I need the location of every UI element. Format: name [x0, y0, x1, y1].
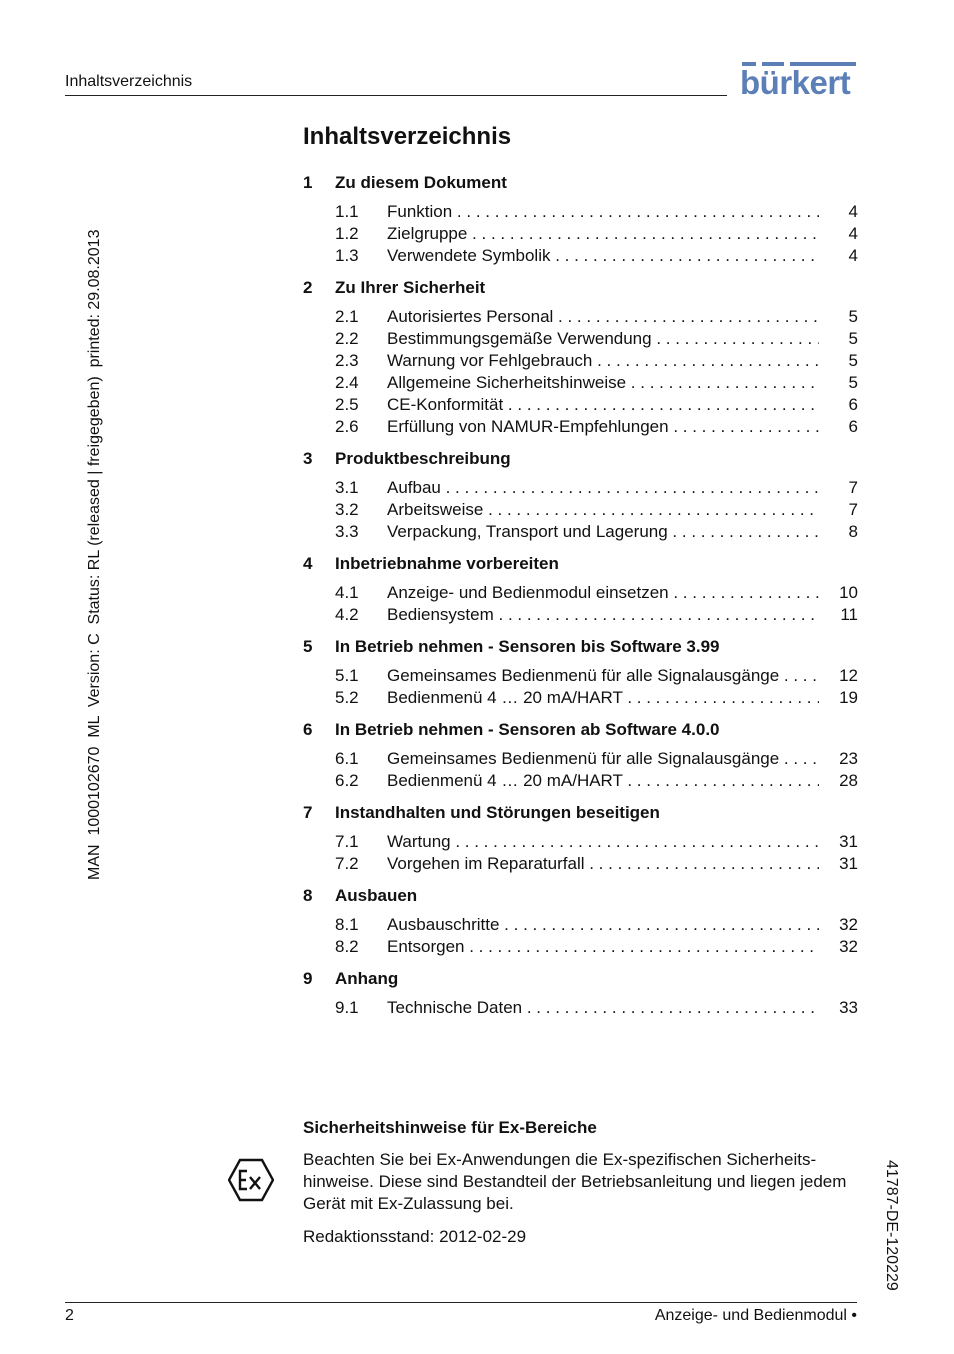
toc-entry-page: 33 [839, 998, 858, 1017]
toc-entry-title: Bedienmenü 4 … 20 mA/HART . . . [387, 687, 819, 709]
toc-entry-page: 5 [848, 307, 858, 326]
toc-entry-page: 23 [839, 749, 858, 768]
toc-chapter-title: Anhang [335, 969, 399, 988]
toc-entry[interactable] [303, 245, 858, 267]
toc-chapter-heading[interactable] [303, 172, 858, 201]
toc-entry-page: 5 [848, 329, 858, 348]
toc-entry-title: Arbeitsweise . . . [387, 499, 819, 521]
toc-entry[interactable] [303, 306, 858, 328]
toc-chapter-number: 6 [303, 720, 313, 739]
safety-title: Sicherheitshinweise für Ex-Bereiche [303, 1118, 597, 1137]
toc-chapter [303, 448, 858, 543]
toc-chapter-heading[interactable] [303, 719, 858, 748]
toc-chapter [303, 553, 858, 626]
toc-entry-number: 2.4 [335, 373, 359, 392]
toc-entry-page: 31 [839, 832, 858, 851]
toc-chapter [303, 885, 858, 958]
toc-chapter [303, 719, 858, 792]
toc-entry-page: 7 [848, 500, 858, 519]
running-header: Inhaltsverzeichnis [65, 73, 193, 90]
toc-entry-number: 9.1 [335, 998, 359, 1017]
toc-entry[interactable] [303, 350, 858, 372]
toc-chapter [303, 277, 858, 438]
toc-chapter-title: Produktbeschreibung [335, 449, 511, 468]
toc-entry-title: Warnung vor Fehlgebrauch . . . [387, 350, 819, 372]
toc-entry-title: Aufbau . . . [387, 477, 819, 499]
toc-chapter-title: Instandhalten und Störungen beseitigen [335, 803, 660, 822]
toc-entry-number: 6.2 [335, 771, 359, 790]
toc-chapter-number: 3 [303, 449, 313, 468]
toc-entry[interactable] [303, 477, 858, 499]
toc-entry-title: Bedienmenü 4 … 20 mA/HART . . . [387, 770, 819, 792]
toc-entry-page: 19 [839, 688, 858, 707]
toc-entry-page: 4 [848, 246, 858, 265]
toc-entry[interactable] [303, 499, 858, 521]
toc-entry-page: 4 [848, 224, 858, 243]
toc-entry-number: 1.1 [335, 202, 359, 221]
toc-entry-title: Verpackung, Transport und Lagerung . . . [387, 521, 819, 543]
header-rule [65, 95, 727, 96]
buerkert-logo [740, 62, 858, 102]
toc-chapter-heading[interactable] [303, 802, 858, 831]
toc-entry-number: 2.1 [335, 307, 359, 326]
toc-entry-number: 3.2 [335, 500, 359, 519]
toc-entry-number: 1.2 [335, 224, 359, 243]
toc-chapter-heading[interactable] [303, 885, 858, 914]
toc-chapter-heading[interactable] [303, 968, 858, 997]
toc-entry-number: 5.2 [335, 688, 359, 707]
toc-entry-page: 32 [839, 915, 858, 934]
footer-rule [65, 1302, 857, 1303]
toc-entry-title: Autorisiertes Personal . . . [387, 306, 819, 328]
toc-chapter-title: Inbetriebnahme vorbereiten [335, 554, 559, 573]
toc-entry[interactable] [303, 748, 858, 770]
toc-entry-page: 8 [848, 522, 858, 541]
toc-entry-title: Bestimmungsgemäße Verwendung . . . [387, 328, 819, 350]
toc-entry[interactable] [303, 372, 858, 394]
toc-entry[interactable] [303, 936, 858, 958]
toc-entry-number: 6.1 [335, 749, 359, 768]
toc-entry-page: 5 [848, 373, 858, 392]
toc-entry-page: 11 [840, 605, 858, 624]
toc-entry-number: 3.1 [335, 478, 359, 497]
toc-chapter [303, 172, 858, 267]
ex-symbol-icon [228, 1158, 274, 1202]
toc-entry[interactable] [303, 521, 858, 543]
toc-entry-page: 6 [848, 417, 858, 436]
toc-entry-number: 8.1 [335, 915, 359, 934]
toc-entry[interactable] [303, 582, 858, 604]
toc-chapter-heading[interactable] [303, 277, 858, 306]
toc-entry-title: Entsorgen . . . [387, 936, 819, 958]
toc-chapter-number: 9 [303, 969, 313, 988]
toc-entry-title: Ausbauschritte . . . [387, 914, 819, 936]
toc-entry-page: 7 [848, 478, 858, 497]
toc-entry-page: 12 [839, 666, 858, 685]
toc-entry-title: Gemeinsames Bedienmenü für alle Signalausgänge . . . [387, 665, 819, 687]
page-number: 2 [65, 1307, 74, 1324]
toc-chapter-title: In Betrieb nehmen - Sensoren bis Software 3.99 [335, 637, 720, 656]
toc-entry-page: 6 [848, 395, 858, 414]
toc-chapter [303, 968, 858, 1019]
toc-chapter-number: 7 [303, 803, 313, 822]
toc-entry-title: CE-Konformität . . . [387, 394, 819, 416]
toc-entry[interactable] [303, 416, 858, 438]
toc-entry-page: 10 [839, 583, 858, 602]
toc-chapter-title: Zu Ihrer Sicherheit [335, 278, 486, 297]
toc-entry[interactable] [303, 831, 858, 853]
toc-entry[interactable] [303, 687, 858, 709]
document-number: 41787-DE-120229 [883, 1160, 900, 1291]
toc-entry-title: Zielgruppe . . . [387, 223, 819, 245]
logo-wordmark: bürkert [740, 64, 851, 101]
safety-body: Beachten Sie bei Ex-Anwendungen die Ex-spezifischen Sicherheits-hinweise. Diese sind Bestandteil der Betriebsanleitung und liegen jedem Gerät mit Ex-Zulassung bei. [303, 1150, 847, 1213]
toc-entry-title: Funktion . . . [387, 201, 819, 223]
table-of-contents [303, 172, 858, 1029]
toc-entry-title: Erfüllung von NAMUR-Empfehlungen . . . [387, 416, 819, 438]
toc-chapter [303, 802, 858, 875]
toc-entry-number: 7.2 [335, 854, 359, 873]
toc-entry[interactable] [303, 853, 858, 875]
toc-entry[interactable] [303, 394, 858, 416]
toc-entry[interactable] [303, 604, 858, 626]
footer-product: Anzeige- und Bedienmodul • [654, 1307, 857, 1324]
toc-chapter-number: 1 [303, 173, 313, 192]
toc-entry-title: Wartung . . . [387, 831, 819, 853]
toc-chapter-title: Ausbauen [335, 886, 418, 905]
toc-entry[interactable] [303, 997, 858, 1019]
toc-chapter-heading[interactable] [303, 636, 858, 665]
toc-entry-number: 4.1 [335, 583, 359, 602]
document-status-sidebar: MAN 1000102670 ML Version: C Status: RL (released | freigegeben) printed: 29.08.2013 [86, 229, 103, 880]
toc-chapter-heading[interactable] [303, 448, 858, 477]
toc-entry-number: 8.2 [335, 937, 359, 956]
toc-entry-number: 1.3 [335, 246, 359, 265]
toc-chapter-title: Zu diesem Dokument [335, 173, 507, 192]
toc-chapter-number: 2 [303, 278, 313, 297]
toc-entry[interactable] [303, 328, 858, 350]
revision-date: Redaktionsstand: 2012-02-29 [303, 1227, 527, 1246]
toc-entry-title: Technische Daten . . . [387, 997, 819, 1019]
toc-entry-title: Vorgehen im Reparaturfall . . . [387, 853, 819, 875]
toc-chapter-number: 8 [303, 886, 313, 905]
toc-chapter [303, 636, 858, 709]
toc-entry-number: 2.6 [335, 417, 359, 436]
toc-entry-page: 5 [848, 351, 858, 370]
toc-entry[interactable] [303, 770, 858, 792]
toc-chapter-number: 5 [303, 637, 313, 656]
toc-entry[interactable] [303, 223, 858, 245]
toc-chapter-number: 4 [303, 554, 313, 573]
toc-entry-page: 32 [839, 937, 858, 956]
toc-entry-title: Anzeige- und Bedienmodul einsetzen . . . [387, 582, 819, 604]
toc-entry-number: 2.3 [335, 351, 359, 370]
toc-entry[interactable] [303, 665, 858, 687]
toc-entry-number: 2.5 [335, 395, 359, 414]
toc-entry[interactable] [303, 201, 858, 223]
toc-entry-number: 4.2 [335, 605, 359, 624]
page-title: Inhaltsverzeichnis [303, 123, 512, 150]
toc-entry-number: 5.1 [335, 666, 359, 685]
toc-entry-page: 28 [839, 771, 858, 790]
toc-chapter-title: In Betrieb nehmen - Sensoren ab Software 4.0.0 [335, 720, 720, 739]
toc-chapter-heading[interactable] [303, 553, 858, 582]
toc-entry-number: 3.3 [335, 522, 359, 541]
toc-entry-title: Gemeinsames Bedienmenü für alle Signalausgänge . . . [387, 748, 819, 770]
toc-entry-title: Bediensystem . . . [387, 604, 819, 626]
toc-entry-page: 31 [839, 854, 858, 873]
toc-entry[interactable] [303, 914, 858, 936]
toc-entry-title: Verwendete Symbolik . . . [387, 245, 819, 267]
toc-entry-number: 7.1 [335, 832, 359, 851]
toc-entry-page: 4 [848, 202, 858, 221]
toc-entry-number: 2.2 [335, 329, 359, 348]
toc-entry-title: Allgemeine Sicherheitshinweise . . . [387, 372, 819, 394]
